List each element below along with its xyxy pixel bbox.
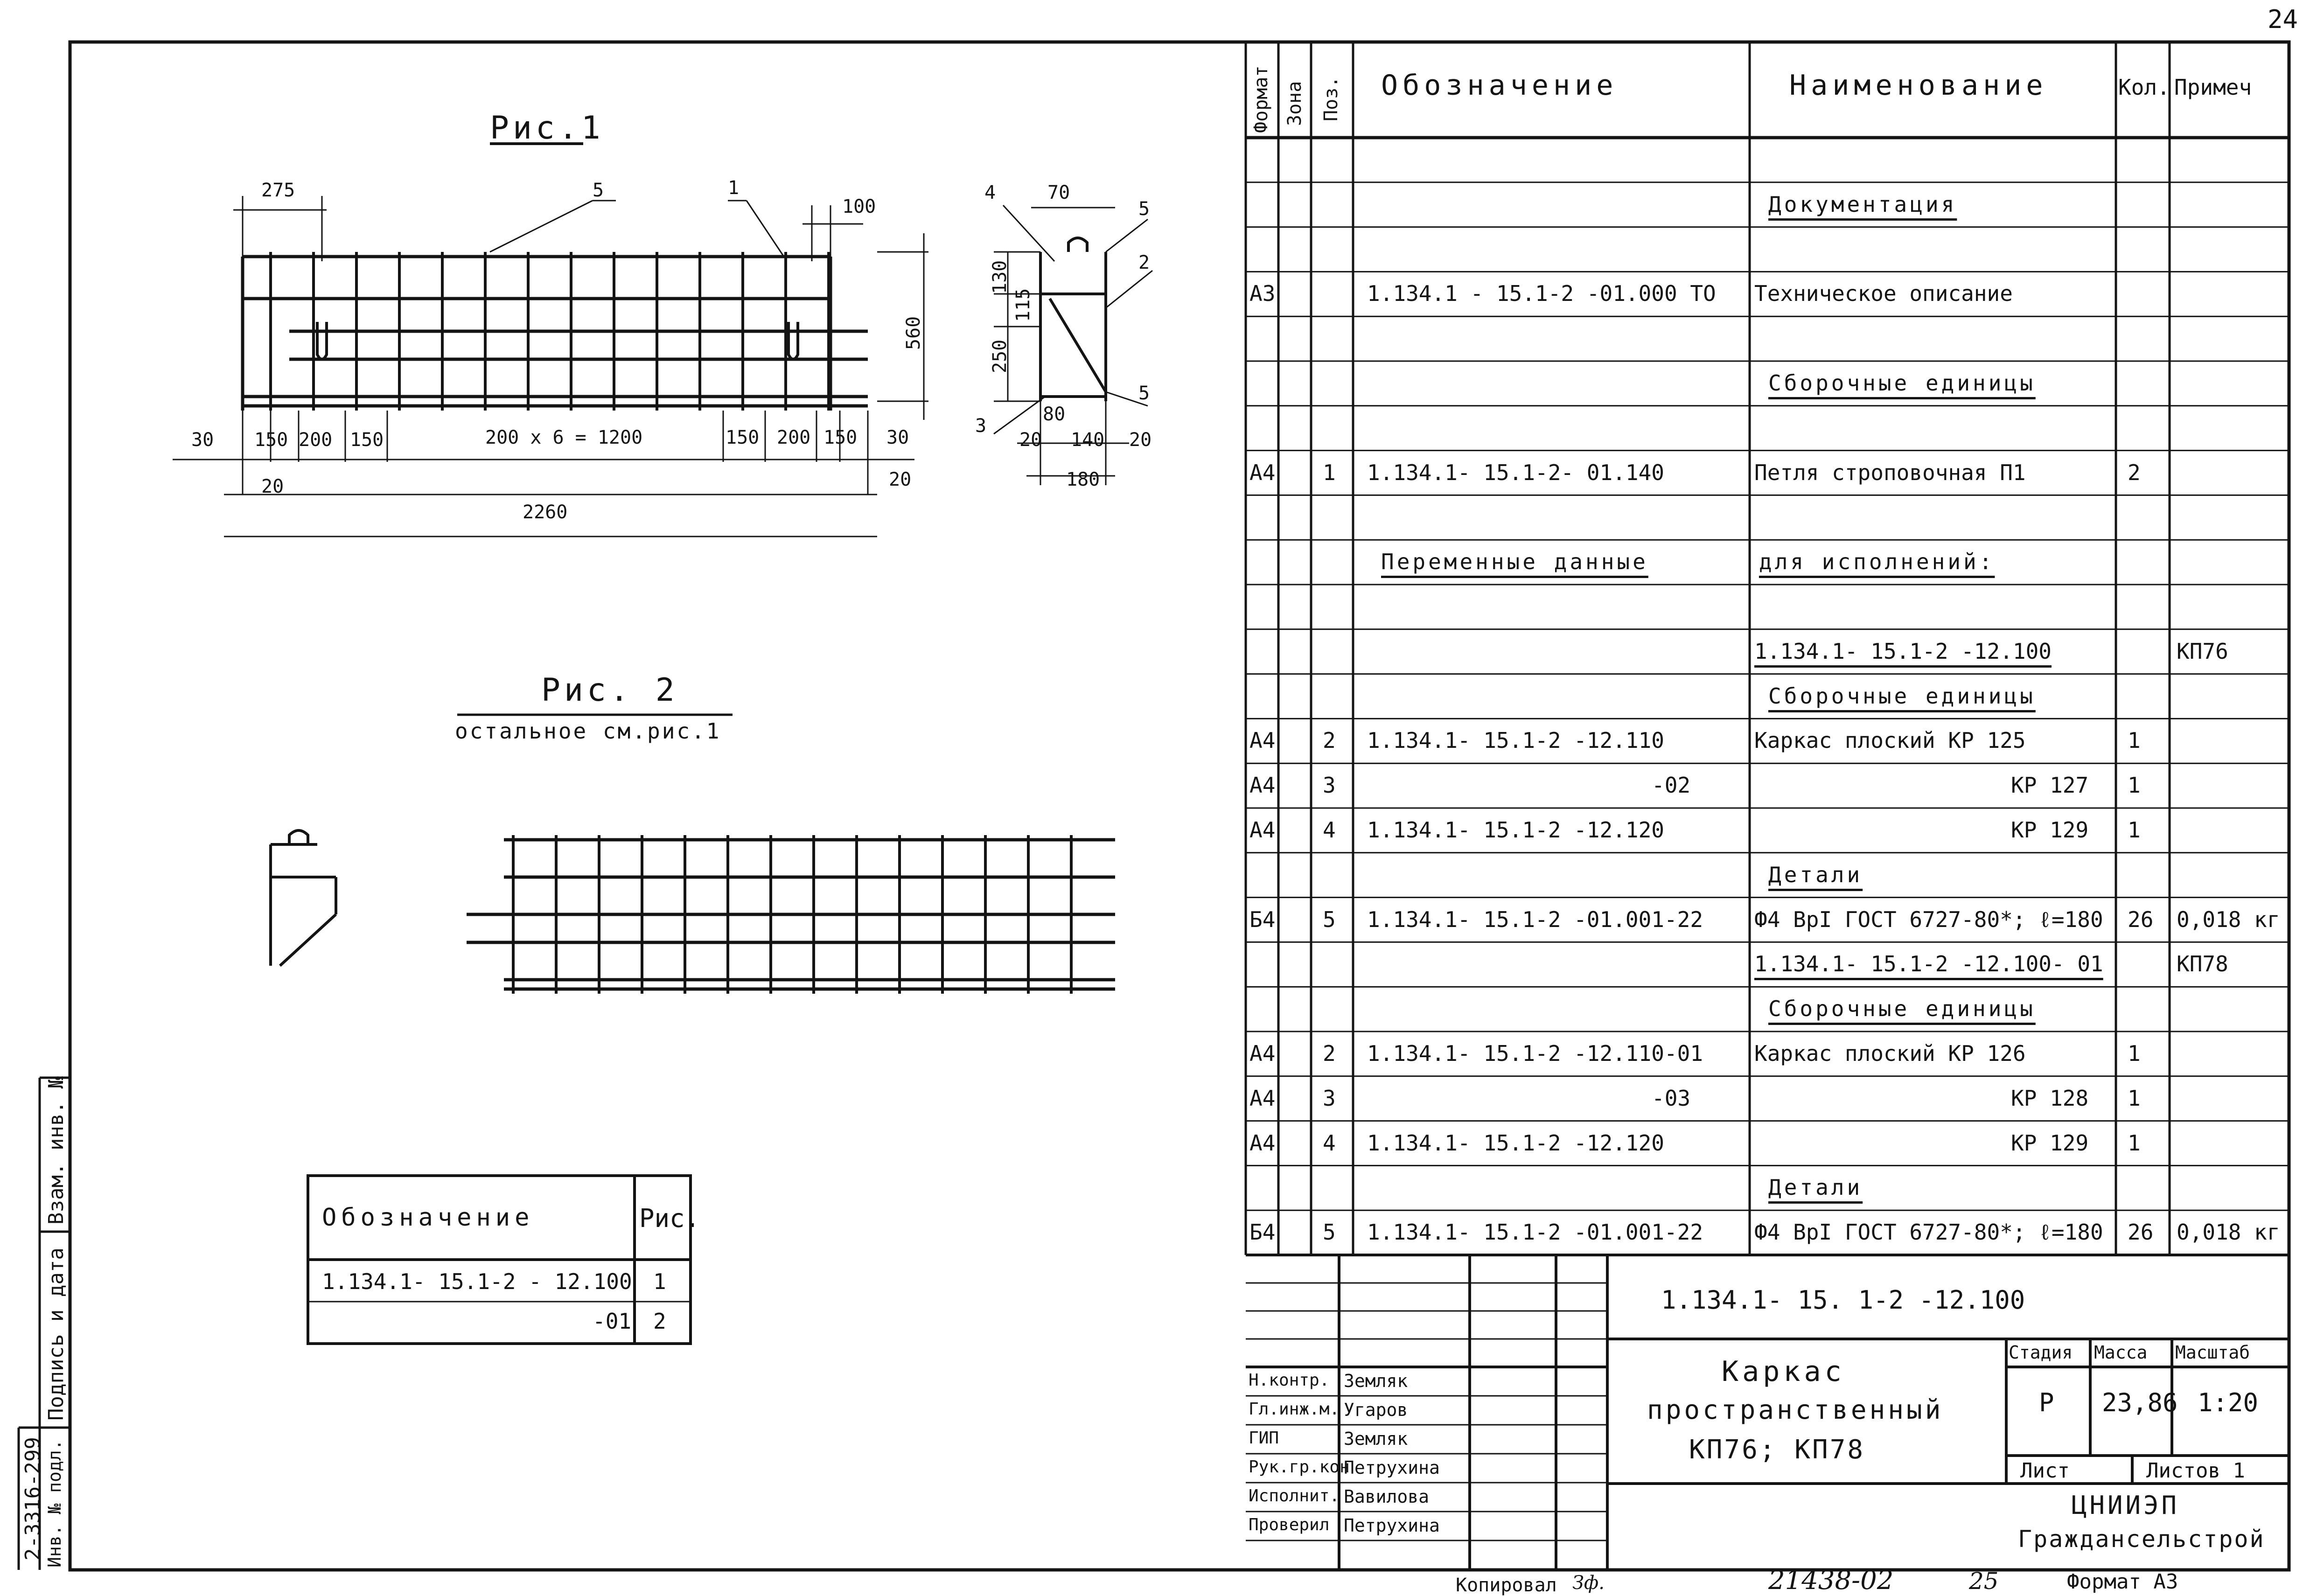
fig1-loops — [317, 322, 798, 359]
spec-row-21-pos: 2 — [1323, 1040, 1336, 1066]
spec-row-4-name: Техническое описание — [1754, 281, 2013, 307]
spec-row-19-name: 1.134.1- 15.1-2 -12.100- 01 — [1754, 951, 2103, 977]
signer-name: Земляк — [1344, 1371, 1408, 1391]
spec-row-8-designation: 1.134.1- 15.1-2- 01.140 — [1367, 460, 1664, 485]
sec-pos-2: 2 — [1138, 252, 1150, 273]
designation-row-1: 1.134.1- 15.1-2 - 12.100 — [322, 1269, 632, 1294]
dim-560: 560 — [903, 316, 924, 350]
sec-pos-3: 3 — [975, 415, 987, 437]
dim-200x6: 200 x 6 = 1200 — [485, 427, 643, 448]
spec-header-format: Формат — [1250, 65, 1272, 133]
stage-label: Стадия — [2009, 1342, 2073, 1363]
spec-row-8-name: Петля строповочная П1 — [1754, 460, 2026, 485]
dim-2260: 2260 — [523, 502, 568, 523]
signer-role: Рук.гр.кон — [1249, 1457, 1350, 1477]
designation-row-2: -01 — [593, 1309, 632, 1334]
sec-dim-130: 130 — [989, 260, 1011, 294]
sheet-number: 24 — [2268, 5, 2298, 34]
spec-row-23-pos: 4 — [1323, 1130, 1336, 1156]
spec-row-24-name: Детали — [1768, 1175, 1863, 1200]
spec-header-pos: Поз. — [1320, 76, 1342, 121]
spec-row-25-format: Б4 — [1249, 1220, 1276, 1245]
sec-dim-140: 140 — [1071, 429, 1105, 451]
copied-sign: Зф. — [1572, 1572, 1605, 1594]
mass-value: 23,86 — [2102, 1388, 2178, 1417]
spec-row-4-designation: 1.134.1 - 15.1-2 -01.000 ТО — [1367, 281, 1716, 307]
spec-row-16-name: КР 129 — [2011, 817, 2089, 843]
spec-header-qty: Кол. — [2118, 75, 2170, 100]
dim-30-right: 30 — [886, 427, 909, 448]
spec-row-25-designation: 1.134.1- 15.1-2 -01.001-22 — [1367, 1220, 1703, 1245]
fig-header: Рис. — [639, 1204, 700, 1233]
sec-dim-250: 250 — [989, 339, 1011, 373]
spec-row-16-designation: 1.134.1- 15.1-2 -12.120 — [1367, 817, 1664, 843]
scale-label: Масштаб — [2175, 1342, 2250, 1363]
spec-row-22-pos: 3 — [1323, 1085, 1336, 1111]
dim-150-a: 150 — [254, 429, 288, 451]
spec-row-12-name: 1.134.1- 15.1-2 -12.100 — [1754, 638, 2052, 664]
spec-row-23-format: А4 — [1249, 1130, 1276, 1156]
fig1-title: Рис.1 — [490, 110, 604, 146]
fig-row-2: 2 — [653, 1309, 666, 1334]
spec-header-name: Наименование — [1789, 69, 2048, 102]
spec-row-15-designation: -02 — [1652, 773, 1691, 798]
signer-role: Исполнит. — [1249, 1486, 1340, 1505]
signer-role: Проверил — [1249, 1515, 1330, 1534]
sheets-label: Листов 1 — [2146, 1459, 2245, 1483]
signer-name: Земляк — [1344, 1429, 1408, 1449]
spec-row-25-name: Ф4 ВрI ГОСТ 6727-80*; ℓ=180 — [1754, 1220, 2103, 1245]
spec-row-23-qty: 1 — [2128, 1130, 2141, 1156]
spec-row-8-pos: 1 — [1323, 460, 1336, 485]
stamp-inv-orig: Инв. № подл. — [44, 1439, 65, 1568]
dim-150-b: 150 — [350, 429, 384, 451]
signer-role: Гл.инж.м. — [1249, 1400, 1340, 1419]
spec-row-21-designation: 1.134.1- 15.1-2 -12.110-01 — [1367, 1040, 1703, 1066]
org-line-1: ЦНИИЭП — [2072, 1491, 2180, 1520]
title-line-2: пространственный — [1647, 1395, 1944, 1425]
title-line-3: КП76; КП78 — [1689, 1435, 1865, 1465]
sec-dim-70: 70 — [1047, 182, 1070, 203]
spec-row-6-name: Сборочные единицы — [1768, 370, 2036, 396]
fig2-note: остальное см.рис.1 — [455, 718, 721, 744]
spec-row-20-name: Сборочные единицы — [1768, 996, 2036, 1022]
stage-value: Р — [2039, 1388, 2054, 1417]
dim-200-a: 200 — [299, 429, 333, 451]
spec-row-15-format: А4 — [1249, 773, 1276, 798]
spec-row-17-name: Детали — [1768, 862, 1863, 887]
designation-header: Обозначение — [322, 1204, 534, 1232]
spec-row-22-designation: -03 — [1652, 1085, 1691, 1111]
format-label: Формат А3 — [2067, 1570, 2178, 1594]
spec-row-18-format: Б4 — [1249, 906, 1276, 932]
spec-row-12-note: КП76 — [2177, 638, 2228, 664]
spec-row-16-pos: 4 — [1323, 817, 1336, 843]
fig1-pos-1: 1 — [728, 177, 740, 199]
sec-dim-115: 115 — [1012, 288, 1034, 322]
dim-20-right: 20 — [889, 469, 912, 490]
sec-dim-80: 80 — [1043, 404, 1066, 425]
stamp-inv-replace: Взам. инв. № — [44, 1076, 68, 1225]
spec-header-note: Примеч — [2174, 75, 2252, 100]
spec-row-18-note: 0,018 кг — [2177, 906, 2280, 932]
scale-value: 1:20 — [2198, 1388, 2259, 1417]
section-drawing — [1040, 238, 1106, 401]
signer-name: Петрухина — [1344, 1515, 1440, 1536]
spec-row-4-format: А3 — [1249, 281, 1276, 307]
spec-row-14-name: Каркас плоский КР 125 — [1754, 728, 2026, 753]
spec-row-18-pos: 5 — [1323, 906, 1336, 932]
spec-row-2-name: Документация — [1768, 191, 1957, 217]
copied-label: Копировал — [1456, 1575, 1557, 1596]
spec-header-designation: Обозначение — [1381, 69, 1618, 102]
signer-name: Угаров — [1344, 1400, 1408, 1420]
spec-row-18-designation: 1.134.1- 15.1-2 -01.001-22 — [1367, 906, 1703, 932]
signer-name: Вавилова — [1344, 1486, 1430, 1507]
spec-row-18-qty: 26 — [2128, 906, 2154, 932]
spec-row-21-format: А4 — [1249, 1040, 1276, 1066]
spec-row-13-name: Сборочные единицы — [1768, 683, 2036, 709]
spec-row-22-qty: 1 — [2128, 1085, 2141, 1111]
spec-row-16-format: А4 — [1249, 817, 1276, 843]
sec-dim-20-a: 20 — [1019, 429, 1042, 451]
dim-150-d: 150 — [823, 427, 858, 448]
spec-row-21-name: Каркас плоский КР 126 — [1754, 1040, 2026, 1066]
spec-row-16-qty: 1 — [2128, 817, 2141, 843]
dim-200-b: 200 — [777, 427, 811, 448]
sec-dim-180: 180 — [1066, 469, 1100, 490]
mass-label: Масса — [2094, 1342, 2148, 1363]
spec-row-8-format: А4 — [1249, 460, 1276, 485]
sheet-label: Лист — [2020, 1459, 2070, 1483]
dim-150-c: 150 — [726, 427, 760, 448]
spec-row-15-name: КР 127 — [2011, 773, 2089, 798]
spec-row-8-qty: 2 — [2128, 460, 2141, 485]
spec-row-19-note: КП78 — [2177, 951, 2228, 977]
fig1-dimension-lines — [173, 196, 928, 537]
spec-row-14-format: А4 — [1249, 728, 1276, 753]
title-line-1: Каркас — [1722, 1355, 1845, 1388]
spec-row-14-designation: 1.134.1- 15.1-2 -12.110 — [1367, 728, 1664, 753]
fig2-elevation — [467, 840, 1115, 989]
fig1-pos-5: 5 — [593, 180, 604, 201]
doc-code: 1.134.1- 15. 1-2 -12.100 — [1661, 1285, 2025, 1315]
spec-row-25-note: 0,018 кг — [2177, 1220, 2280, 1245]
sec-dim-20-b: 20 — [1129, 429, 1152, 451]
dim-30-left: 30 — [191, 429, 214, 451]
stamp-number: 2-3316-299 — [21, 1437, 45, 1561]
spec-row-23-name: КР 129 — [2011, 1130, 2089, 1156]
org-line-2: Граждансельстрой — [2018, 1526, 2265, 1553]
fig2-title: Рис. 2 — [541, 672, 678, 709]
spec-row-22-format: А4 — [1249, 1085, 1276, 1111]
spec-row-10-name: для исполнений: — [1759, 549, 1995, 575]
spec-row-25-pos: 5 — [1323, 1220, 1336, 1245]
fig1-frame-elevation — [243, 257, 868, 411]
spec-row-15-qty: 1 — [2128, 773, 2141, 798]
dim-20-left: 20 — [261, 476, 284, 497]
order-number: 21438-02 — [1768, 1565, 1894, 1596]
stamp-sign-date: Подпись и дата — [44, 1248, 68, 1421]
spec-row-18-name: Ф4 ВрI ГОСТ 6727-80*; ℓ=180 — [1754, 906, 2103, 932]
sec-pos-5-top: 5 — [1138, 198, 1150, 220]
spec-row-14-qty: 1 — [2128, 728, 2141, 753]
spec-row-10-designation: Переменные данные — [1381, 549, 1648, 575]
sec-pos-4: 4 — [984, 182, 996, 203]
sec-pos-5-bottom: 5 — [1138, 383, 1150, 404]
designation-table-lines — [308, 1176, 691, 1344]
spec-header-zone: Зона — [1284, 81, 1305, 126]
signer-name: Петрухина — [1344, 1457, 1440, 1478]
fig2-section — [271, 830, 336, 966]
dim-275: 275 — [261, 180, 295, 201]
signer-role: Н.контр. — [1249, 1371, 1330, 1390]
spec-row-22-name: КР 128 — [2011, 1085, 2089, 1111]
dim-100: 100 — [842, 196, 876, 217]
spec-row-21-qty: 1 — [2128, 1040, 2141, 1066]
fig-row-1: 1 — [653, 1269, 666, 1294]
page-number: 25 — [1969, 1568, 1999, 1595]
spec-row-14-pos: 2 — [1323, 728, 1336, 753]
signer-role: ГИП — [1249, 1429, 1279, 1448]
spec-row-23-designation: 1.134.1- 15.1-2 -12.120 — [1367, 1130, 1664, 1156]
spec-row-15-pos: 3 — [1323, 773, 1336, 798]
spec-row-25-qty: 26 — [2128, 1220, 2154, 1245]
